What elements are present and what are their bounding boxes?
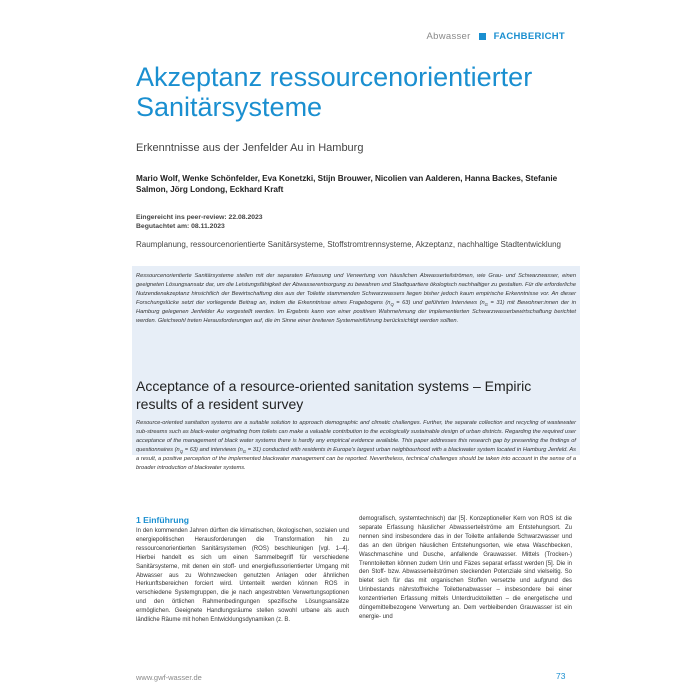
article-type-label: FACHBERICHT	[493, 31, 565, 42]
body-column-left	[136, 515, 349, 625]
article-subtitle: Erkenntnisse aus der Jenfelder Au in Hamburg	[136, 142, 364, 154]
accepted-date: Begutachtet am: 08.11.2023	[136, 223, 225, 230]
article-title: Akzeptanz ressourcenorientierter Sanitärsysteme	[136, 62, 533, 122]
page-number: 73	[556, 671, 566, 681]
english-title: Acceptance of a resource-oriented sanitation systems – Empiric results of a resident survey	[136, 378, 532, 412]
abstract-german: Ressourcenorientierte Sanitärsysteme stellen mit der separaten Erfassung und Verwertung von häuslichen Abwasserteilströmen, wie Grau- und Schwarzwasser, einen geeigneten Lösungsansatz dar, um die Leistungsfähigkeit der Abwasserentsorgung zu bewahren und Stadtquartiere ökologisch nachhaltiger zu gestalten. Für die erforderliche Nutzendenakzeptanz hinsichtlich der Bewirtschaftung des aus der Toilette stammenden Schwarzwassers liegen bisher jedoch kaum empirische Erkenntnisse vor. An dieser Forschungslücke setzt der vorliegende Beitrag an, indem die Erkenntnisse eines Fragebogens $(n_Q = 63)$ und geführten Interviews $(n_G = 31)$ mit Bewohner:innen der in Hamburg gelegenen Jenfelder Au vorgestellt werden. Im Ergebnis kann von einer positiven Wahrnehmung der implementierten Schwarzwasserbewirtschaftung berichtet werden. Gleichwohl treten Herausforderungen auf, die im Sinne einer breiteren Systemeinführung berücksichtigt werden sollten.	[136, 273, 576, 324]
footer-url: www.gwf-wasser.de	[136, 673, 202, 682]
body-text-right: demografisch, systemtechnisch) dar [5]. Konzeptioneller Kern von ROS ist die separate Erfassung häuslicher Abwasserteilströme am Entstehungsort. Zu nennen sind insbesondere das in der Toilette anfallende Schwarzwasser und das an den übrigen häuslichen Entstehungsorten, wie etwa Waschbecken, Waschmaschine und Dusche, anfallende Grauwasser. Mittels (Trocken-) Trenntoiletten können zudem Urin und Fäzes separat erfasst werden [5]. Die in den Stoff- bzw. Abwasserteilströmen steckenden Potenziale sind vielseitig. So bietet sich für das mit organischen Stoffen versetzte und aufgrund des Urinbestands nährstoffreiche Toilettenabwasser – insbesondere bei einer konzentrierten Erfassung mittels Unterdrucktoiletten – die energetische und düngemittelbezogene Verwertung an. Dem verbleibenden Grauwasser ist ein energie- und	[359, 516, 572, 620]
review-dates	[136, 213, 263, 231]
section-heading: 1 Einführung	[136, 515, 189, 525]
running-header	[426, 31, 565, 42]
section-marker	[479, 33, 486, 40]
body-text-left: In den kommenden Jahren dürften die klimatischen, ökologischen, sozialen und energiepolitischen Herausforderungen die Transformation hin zu ressourcenorientierten Sanitärsystemen (ROS) beschleunigen [vgl. 1–4]. Hierbei handelt es sich um einen Sammelbegriff für verschiedene Sanitärsysteme, mit denen ein stoff- und energieflussorientierter Umgang mit Abwasser aus zu Wohnzwecken genutzten Anlagen oder ähnlichen Herkunftsbereichen forciert wird. Untenteilt werden können ROS in verschiedene Systemgruppen, die je nach angestrebten Verwertungsoptionen und den örtlichen Rahmenbedingungen spezifische Lösungsansätze ermöglichen. Geeignete Handlungsräume stellen sowohl urbane als auch ländliche Räume mit hohen Entwicklungsdynamiken (z. B.	[136, 528, 349, 624]
keywords: Raumplanung, ressourcenorientierte Sanitärsysteme, Stoffstromtrennsysteme, Akzeptanz, nachhaltige Stadtentwicklung	[136, 240, 561, 249]
abstract-english: Resource-oriented sanitation systems are a suitable solution to approach demographic and climatic challenges. Further, the separate collection and recycling of wastewater sub-streams such as black-water originating from toilets can make a valuable contribution to the ecologically sustainable design of urban districts. Regarding the required user acceptance of the management of black water systems there is hardly any empirical evidence available. This paper addresses this research gap by presenting the findings of questionnaires $(n_Q = 63)$ and interviews $(n_G = 31)$ conducted with residents in Europe's largest urban neighbourhood with a blackwater system located in Hamburg Jenfeld. As a result, a positive perception of the implemented blackwater management can be reported. Nevertheless, technical challenges should be taken into account in the sense of a broader introduction of blackwater systems.	[136, 420, 576, 471]
body-column-right	[359, 515, 572, 622]
author-list: Mario Wolf, Wenke Schönfelder, Eva Konetzki, Stijn Brouwer, Nicolien van Aalderen, Hanna Backes, Stefanie Salmon, Jörg Londong, Eckhard Kraft	[136, 174, 558, 194]
section-label: Abwasser	[426, 31, 471, 42]
received-date: Eingereicht ins peer-review: 22.08.2023	[136, 214, 263, 221]
